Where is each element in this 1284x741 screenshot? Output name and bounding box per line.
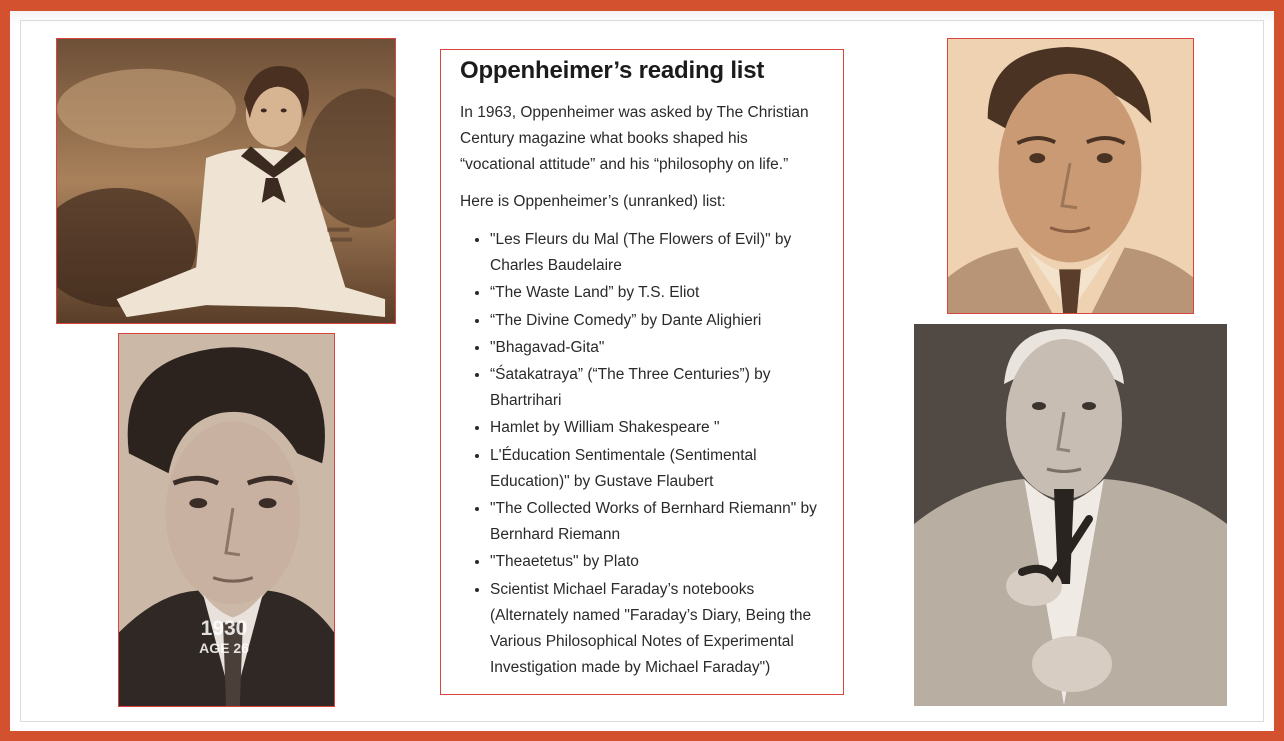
photo-child-sailor-suit <box>56 38 396 324</box>
list-item: • "Les Fleurs du Mal (The Flowers of Evil)" by Charles Baudelaire <box>490 226 823 279</box>
list-item: • "The Collected Works of Bernhard Riemann" by Bernhard Riemann <box>490 495 823 548</box>
list-item: • “The Waste Land” by T.S. Eliot <box>490 279 823 306</box>
stamp-year: 1930 <box>200 617 248 640</box>
list-item: • Scientist Michael Faraday’s notebooks (Alternately named "Faraday’s Diary, Being the Various Philosophical Notes of Experimental Investigation made by Michael Faraday") <box>490 576 823 682</box>
list-item: • “The Divine Comedy” by Dante Alighieri <box>490 307 823 334</box>
photo-portrait-1930 <box>118 333 335 707</box>
article-intro: In 1963, Oppenheimer was asked by The Christian Century magazine what books shaped his “vocational attitude” and his “philosophy on life.” <box>460 104 809 173</box>
photo-older-man-pipe <box>914 324 1227 706</box>
list-item: • L'Éducation Sentimentale (Sentimental Education)" by Gustave Flaubert <box>490 442 823 495</box>
list-item: • "Bhagavad-Gita" <box>490 334 823 361</box>
photo-date-stamp <box>179 618 269 656</box>
list-item: • “Śatakatraya” (“The Three Centuries”) by Bhartrihari <box>490 361 823 414</box>
book-list <box>460 226 823 681</box>
list-item: • Hamlet by William Shakespeare " <box>490 414 823 441</box>
list-intro: Here is Oppenheimer’s (unranked) list: <box>460 193 726 210</box>
photo-young-man-sepia <box>947 38 1194 314</box>
list-item: • "Theaetetus" by Plato <box>490 548 823 575</box>
stamp-age: AGE 26 <box>199 640 249 656</box>
article-title: Oppenheimer’s reading list <box>460 57 765 84</box>
reading-list-card <box>440 49 844 695</box>
